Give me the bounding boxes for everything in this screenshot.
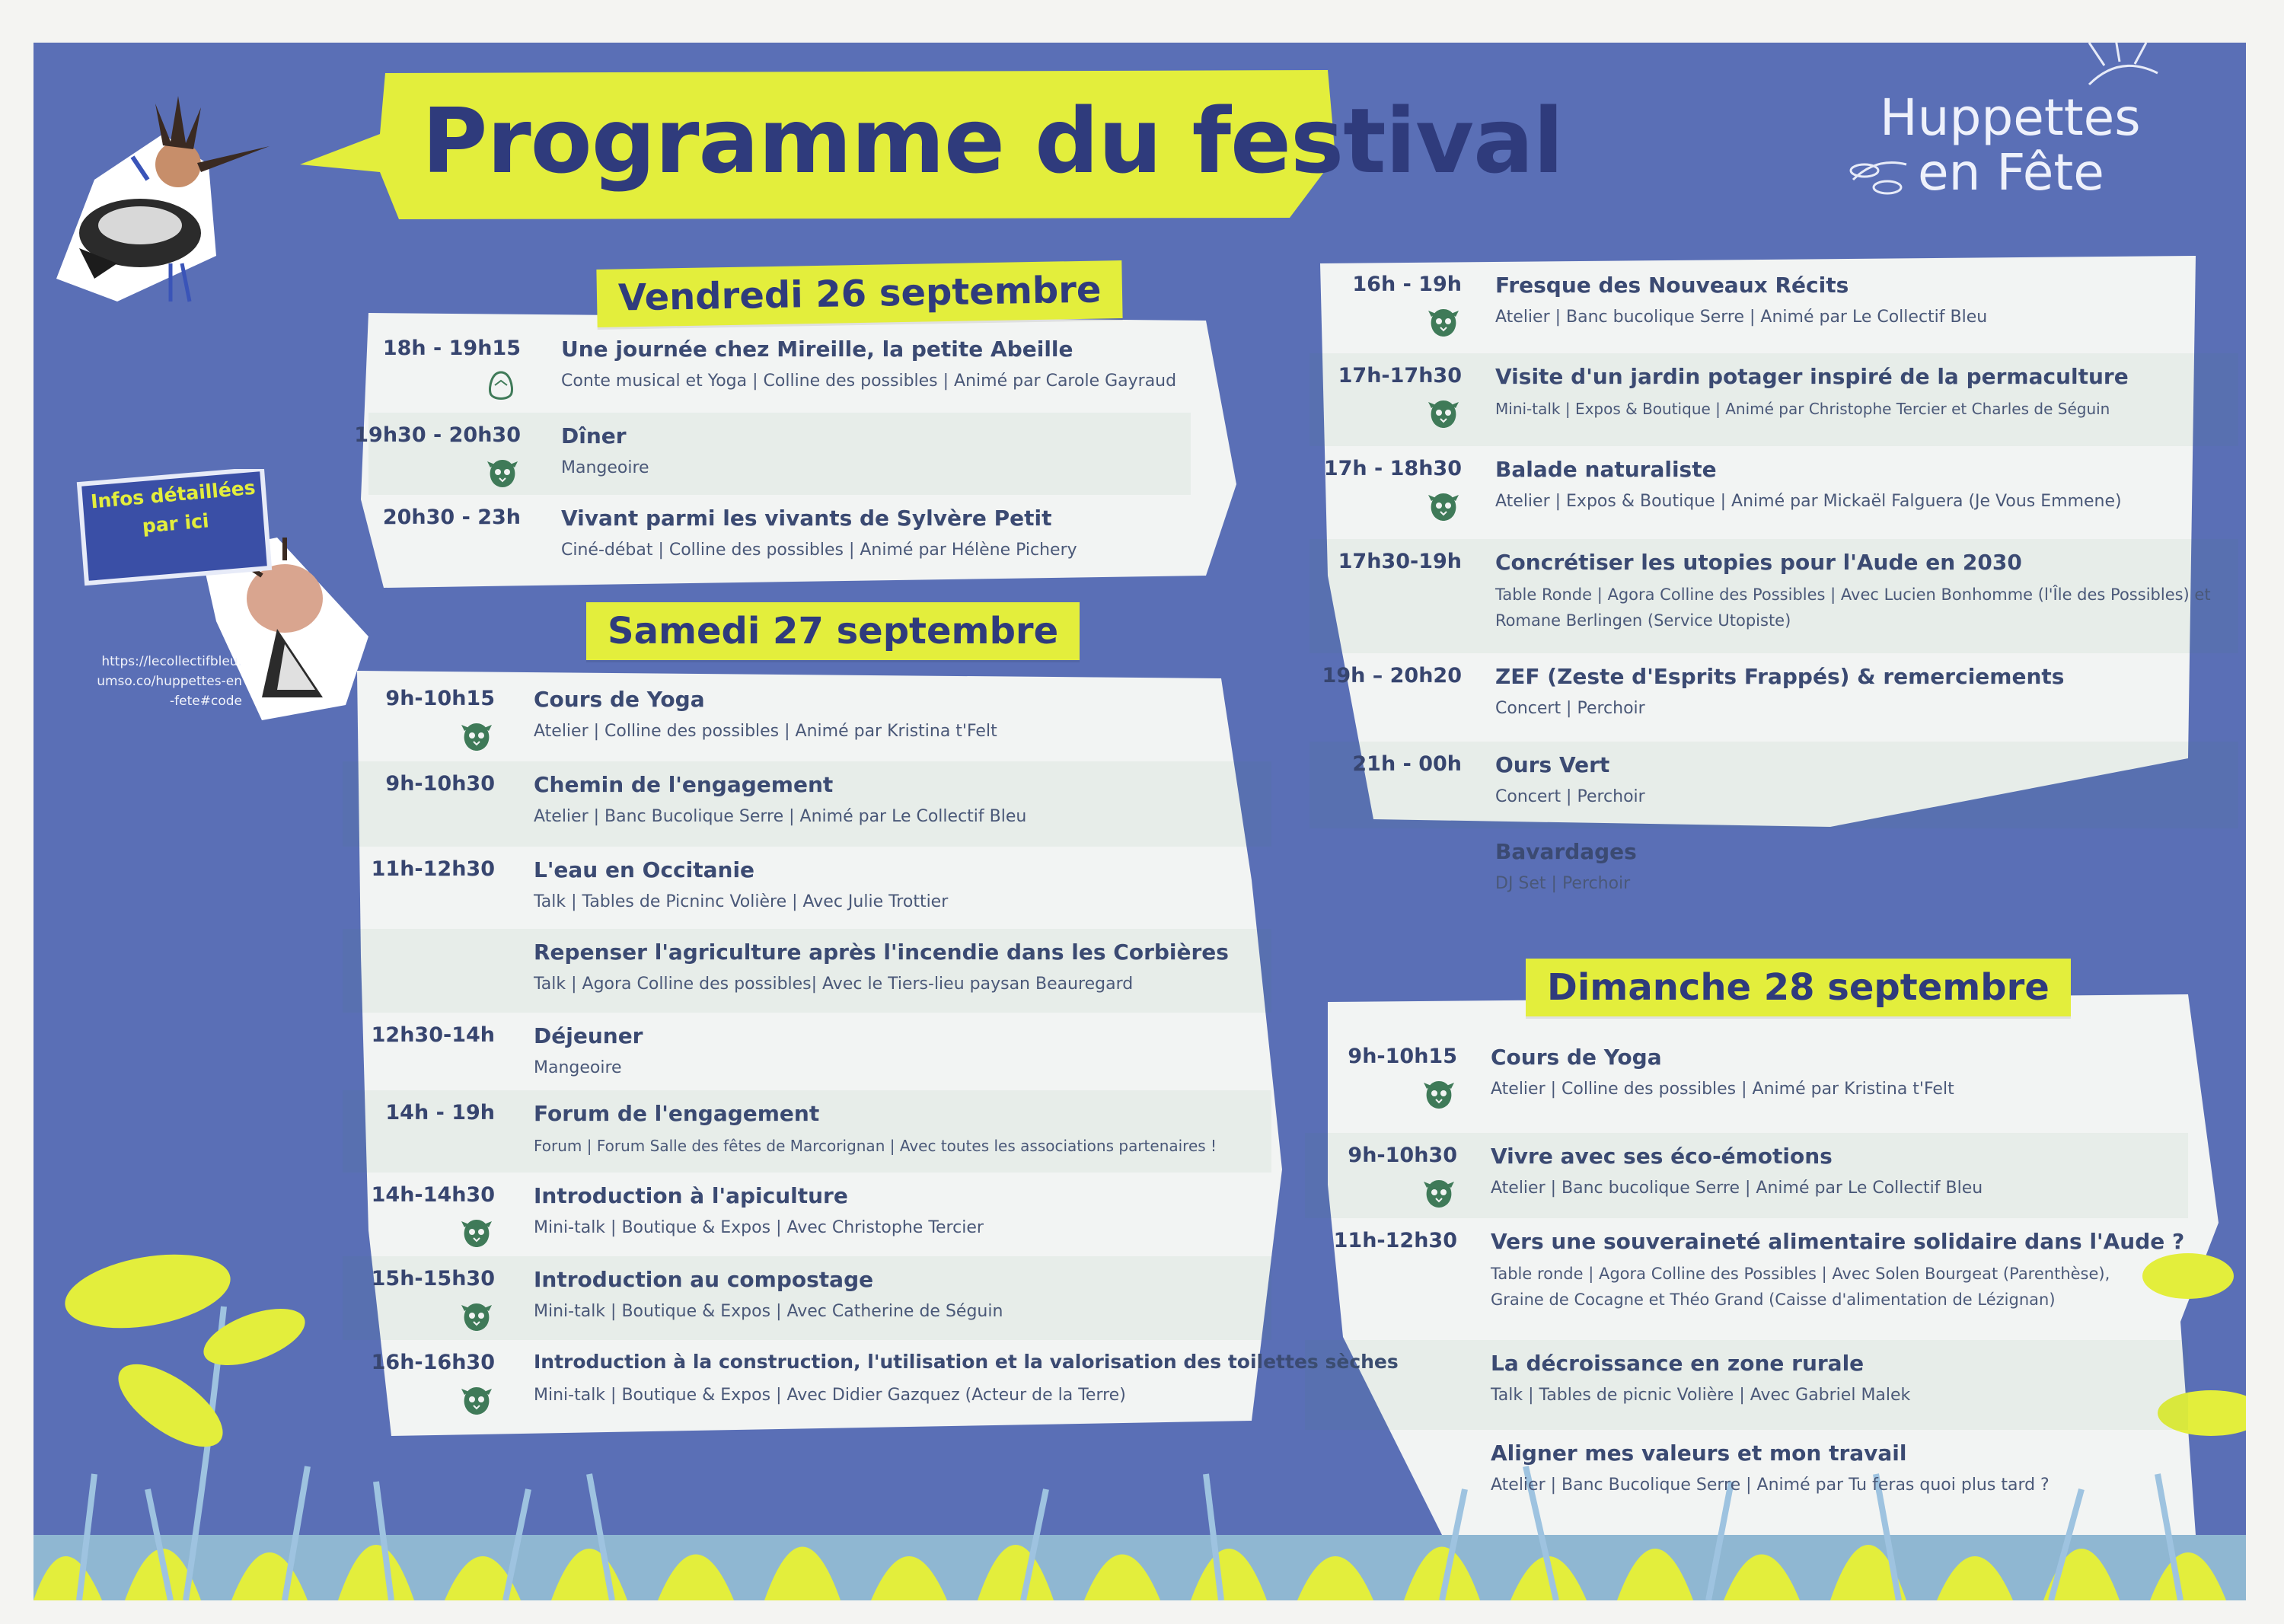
event-title: Ours Vert — [1495, 752, 1610, 777]
bird-badge-icon — [460, 1384, 490, 1415]
event-time: 17h30-19h — [1338, 550, 1462, 573]
event-details: Ciné-débat | Colline des possibles | Animé par Hélène Pichery — [561, 541, 1077, 560]
event-time: 19h30 - 20h30 — [354, 423, 521, 447]
event-time: 9h-10h30 — [385, 772, 495, 796]
page-title: Programme du festival — [422, 88, 1564, 193]
sunday-heading: Dimanche 28 septembre — [1526, 959, 2071, 1016]
event-details: Table Ronde | Agora Colline des Possibles | Avec Lucien Bonhomme (l'Île des Possibles) et Romane Berlingen (Service Utopiste) — [1495, 585, 2211, 630]
event-title: La décroissance en zone rurale — [1491, 1351, 1865, 1376]
event-title: Introduction à l'apiculture — [534, 1183, 848, 1208]
event-title: Forum de l'engagement — [534, 1101, 820, 1126]
hoopoe-illustration — [56, 96, 270, 302]
info-url[interactable] — [75, 652, 242, 711]
bird-badge-icon — [486, 457, 516, 487]
event-title: Vivre avec ses éco-émotions — [1491, 1144, 1833, 1169]
event-time: 21h - 00h — [1352, 752, 1462, 776]
event-details: DJ Set | Perchoir — [1495, 874, 1631, 893]
event-title: Vers une souveraineté alimentaire solidaire dans l'Aude ? — [1491, 1229, 2185, 1254]
event-time: 9h-10h30 — [1348, 1144, 1457, 1167]
event-details: Atelier | Banc bucolique Serre | Animé par Le Collectif Bleu — [1495, 308, 1988, 327]
info-url-line1: https://lecollectifbleu. — [101, 654, 242, 669]
logo-line1: Huppettes — [1880, 88, 2141, 147]
event-title: Cours de Yoga — [534, 687, 705, 712]
event-details: Atelier | Banc Bucolique Serre | Animé par Tu feras quoi plus tard ? — [1491, 1476, 2050, 1495]
event-details: Atelier | Banc Bucolique Serre | Animé par Le Collectif Bleu — [534, 807, 1027, 826]
bird-badge-icon — [1427, 306, 1457, 337]
info-label-line1: Infos détaillées — [89, 476, 257, 513]
event-details: Atelier | Colline des possibles | Animé par Kristina t'Felt — [534, 722, 997, 741]
event-details: Mangeoire — [534, 1058, 622, 1077]
event-title: ZEF (Zeste d'Esprits Frappés) & remerciements — [1495, 664, 2065, 689]
event-title: L'eau en Occitanie — [534, 857, 755, 882]
event-title: Fresque des Nouveaux Récits — [1495, 273, 1849, 298]
festival-poster — [33, 43, 2246, 1600]
event-time: 19h – 20h20 — [1322, 664, 1462, 688]
event-details: Table ronde | Agora Colline des Possibles | Avec Solen Bourgeat (Parenthèse), Graine de Cocagne et Théo Grand (Caisse d'alimentation de Lézignan) — [1491, 1265, 2110, 1309]
event-title: Concrétiser les utopies pour l'Aude en 2030 — [1495, 550, 2022, 575]
event-title: Dîner — [561, 423, 627, 448]
event-title: Visite d'un jardin potager inspiré de la permaculture — [1495, 364, 2129, 389]
event-details: Talk | Tables de picnic Volière | Avec Gabriel Malek — [1491, 1386, 1911, 1405]
bird-badge-icon — [1422, 1078, 1453, 1109]
bird-badge-icon — [1427, 397, 1457, 428]
event-time: 20h30 - 23h — [382, 506, 521, 529]
event-time: 11h-12h30 — [371, 857, 495, 881]
event-time: 16h-16h30 — [371, 1351, 495, 1374]
bird-badge-icon — [460, 1300, 490, 1331]
event-title: Introduction à la construction, l'utilisation et la valorisation des toilettes sèches — [534, 1351, 1399, 1373]
event-time: 14h - 19h — [385, 1101, 495, 1125]
event-title: Bavardages — [1495, 839, 1637, 864]
bird-badge-icon — [460, 720, 490, 751]
event-title: Introduction au compostage — [534, 1267, 874, 1292]
event-details: Concert | Perchoir — [1495, 787, 1645, 806]
event-details: Mini-talk | Boutique & Expos | Avec Christophe Tercier — [534, 1218, 984, 1237]
event-details: Concert | Perchoir — [1495, 699, 1645, 718]
bird-badge-icon — [460, 1217, 490, 1247]
info-label-line2: par ici — [141, 509, 210, 538]
event-time: 14h-14h30 — [371, 1183, 495, 1207]
event-title: Aligner mes valeurs et mon travail — [1491, 1441, 1907, 1466]
event-details: Atelier | Colline des possibles | Animé par Kristina t'Felt — [1491, 1080, 1954, 1099]
friday-heading: Vendredi 26 septembre — [596, 260, 1123, 327]
event-title: Balade naturaliste — [1495, 457, 1717, 482]
event-title: Déjeuner — [534, 1023, 643, 1048]
event-time: 17h-17h30 — [1338, 364, 1462, 388]
event-details: Talk | Tables de Picninc Volière | Avec Julie Trottier — [534, 892, 949, 911]
event-title: Repenser l'agriculture après l'incendie dans les Corbières — [534, 940, 1229, 965]
info-url-line2: umso.co/huppettes-en — [97, 674, 242, 689]
event-details: Forum | Forum Salle des fêtes de Marcorignan | Avec toutes les associations partenaires ! — [534, 1137, 1217, 1155]
event-time: 18h - 19h15 — [382, 337, 521, 360]
event-details: Talk | Agora Colline des possibles| Avec le Tiers-lieu paysan Beauregard — [534, 975, 1134, 994]
event-time: 16h - 19h — [1352, 273, 1462, 296]
event-time: 9h-10h15 — [385, 687, 495, 710]
event-details: Mini-talk | Boutique & Expos | Avec Didier Gazquez (Acteur de la Terre) — [534, 1386, 1126, 1405]
event-title: Vivant parmi les vivants de Sylvère Petit — [561, 506, 1052, 531]
bird-badge-icon — [1427, 490, 1457, 521]
event-time: 17h - 18h30 — [1323, 457, 1462, 480]
event-details: Atelier | Banc bucolique Serre | Animé par Le Collectif Bleu — [1491, 1179, 1983, 1198]
event-title: Chemin de l'engagement — [534, 772, 834, 797]
event-details: Conte musical et Yoga | Colline des possibles | Animé par Carole Gayraud — [561, 372, 1177, 391]
info-url-line3: -fete#code — [170, 694, 242, 709]
event-title: Une journée chez Mireille, la petite Abeille — [561, 337, 1073, 362]
event-details: Mini-talk | Boutique & Expos | Avec Catherine de Séguin — [534, 1302, 1003, 1321]
event-details: Atelier | Expos & Boutique | Animé par Mickaël Falguera (Je Vous Emmene) — [1495, 492, 2122, 511]
egg-icon — [486, 370, 516, 400]
event-time: 12h30-14h — [371, 1023, 495, 1047]
event-details: Mangeoire — [561, 458, 649, 477]
event-details: Mini-talk | Expos & Boutique | Animé par Christophe Tercier et Charles de Séguin — [1495, 400, 2110, 418]
saturday-heading: Samedi 27 septembre — [586, 602, 1080, 660]
event-time: 15h-15h30 — [371, 1267, 495, 1291]
logo-line2: en Fête — [1918, 143, 2104, 202]
bird-badge-icon — [1422, 1177, 1453, 1208]
event-time: 9h-10h15 — [1348, 1045, 1457, 1068]
event-time: 11h-12h30 — [1333, 1229, 1457, 1252]
event-title: Cours de Yoga — [1491, 1045, 1662, 1070]
